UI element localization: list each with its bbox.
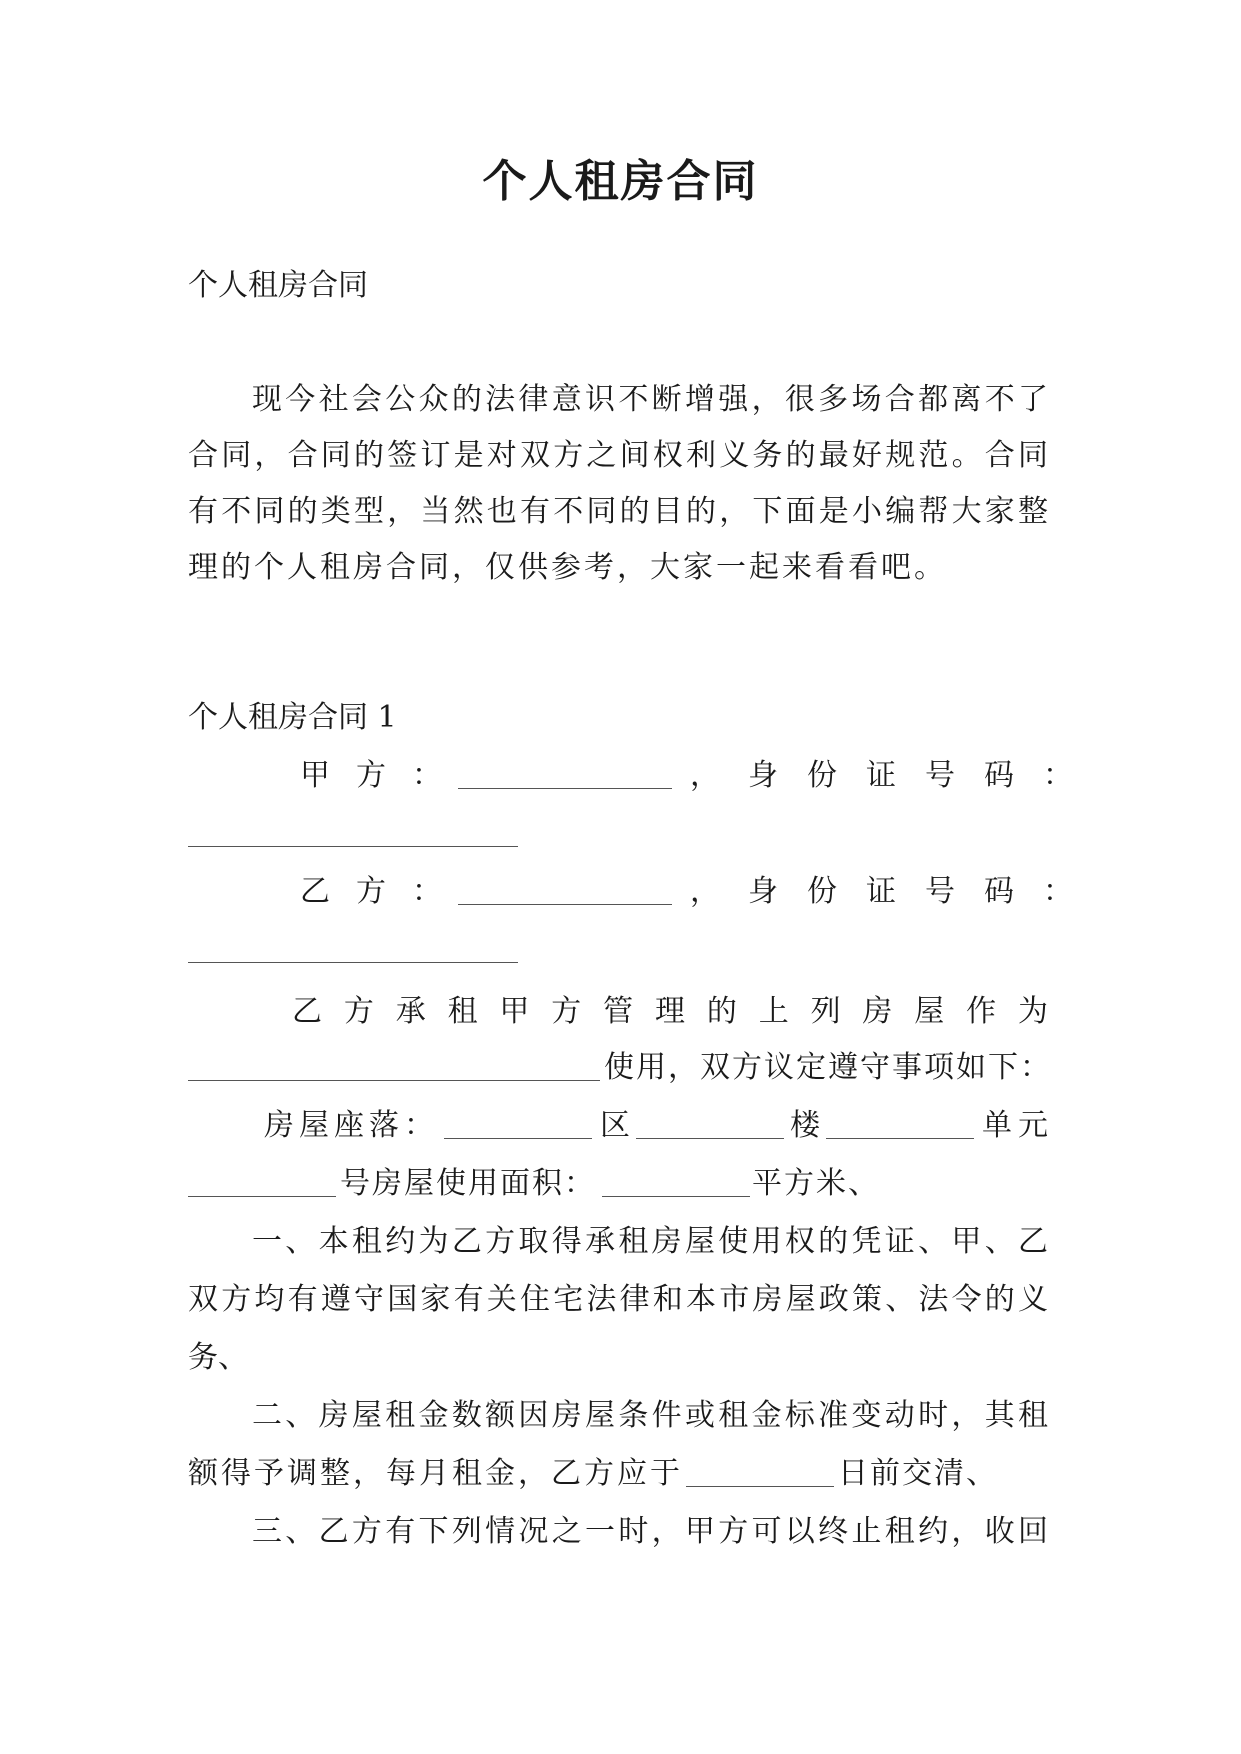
clause3-line-1: 三、乙方有下列情况之一时，甲方可以终止租约，收回 xyxy=(252,1514,1048,1549)
unit-blank[interactable] xyxy=(826,1138,974,1139)
clause1-line-2: 双方均有遵守国家有关住宅法律和本市房屋政策、法令的义 xyxy=(188,1282,1048,1317)
usage-purpose-blank[interactable] xyxy=(188,1080,600,1081)
room-label: 号房屋使用面积： xyxy=(340,1166,596,1201)
building-label: 楼 xyxy=(790,1108,820,1143)
usage-line-2: 使用，双方议定遵守事项如下： xyxy=(604,1050,1052,1085)
clause2-line-1: 二、房屋租金数额因房屋条件或租金标准变动时，其租 xyxy=(252,1398,1048,1433)
document-title: 个人租房合同 xyxy=(482,156,759,207)
district-label: 区 xyxy=(600,1108,630,1143)
party-b-id-label: 身份证号码： xyxy=(748,874,1102,909)
intro-line-1: 现今社会公众的法律意识不断增强，很多场合都离不了 xyxy=(252,382,1048,417)
party-b-comma: ， xyxy=(690,874,720,909)
clause2-line-2: 额得予调整，每月租金，乙方应于 xyxy=(188,1456,683,1491)
party-a-label: 甲方： xyxy=(300,758,468,793)
party-b-id-blank[interactable] xyxy=(188,962,518,963)
clause2-line-3: 日前交清、 xyxy=(838,1456,998,1491)
rent-due-day-blank[interactable] xyxy=(686,1486,834,1487)
party-a-name-blank[interactable] xyxy=(458,788,672,789)
subtitle: 个人租房合同 xyxy=(188,268,368,303)
clause1-line-3: 务、 xyxy=(188,1340,248,1375)
party-b-name-blank[interactable] xyxy=(458,904,672,905)
area-blank[interactable] xyxy=(602,1196,750,1197)
clause1-line-1: 一、本租约为乙方取得承租房屋使用权的凭证、甲、乙 xyxy=(252,1224,1048,1259)
section-title: 个人租房合同 1 xyxy=(188,700,397,735)
district-blank[interactable] xyxy=(444,1138,592,1139)
intro-line-4: 理的个人租房合同，仅供参考，大家一起来看看吧。 xyxy=(188,550,947,585)
intro-line-2: 合同，合同的签订是对双方之间权利义务的最好规范。合同 xyxy=(188,438,1048,473)
usage-line-1: 乙方承租甲方管理的上列房屋作为 xyxy=(292,994,1048,1029)
party-a-comma: ， xyxy=(690,758,720,793)
room-blank[interactable] xyxy=(188,1196,336,1197)
party-b-label: 乙方： xyxy=(300,874,468,909)
area-unit: 平方米、 xyxy=(752,1166,880,1201)
intro-line-3: 有不同的类型，当然也有不同的目的，下面是小编帮大家整 xyxy=(188,494,1048,529)
unit-label: 单元 xyxy=(982,1108,1054,1143)
building-blank[interactable] xyxy=(636,1138,784,1139)
location-label: 房屋座落： xyxy=(264,1108,439,1143)
party-a-id-label: 身份证号码： xyxy=(748,758,1102,793)
party-a-id-blank[interactable] xyxy=(188,846,518,847)
